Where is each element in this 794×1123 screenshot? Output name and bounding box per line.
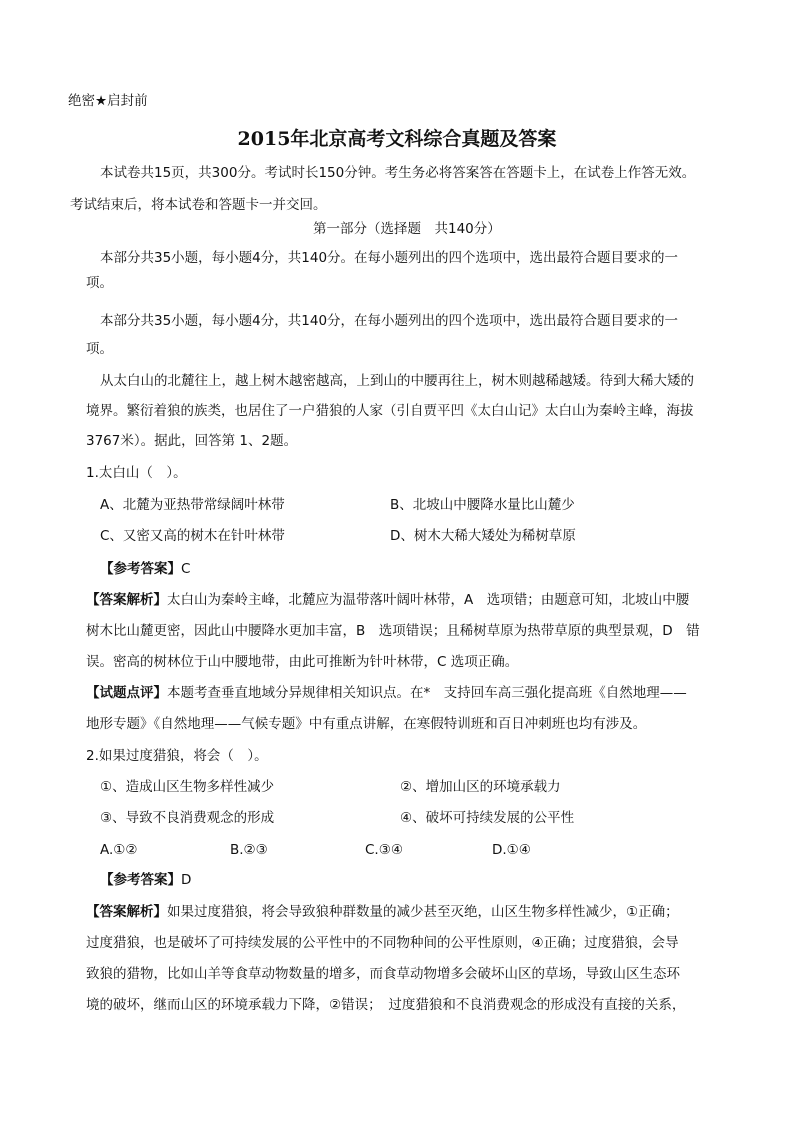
q2-analysis	[86, 902, 679, 922]
analysis-line: 树木比山麓更密，因此山中腰降水更加丰富，B 选项错误；且稀树草原为热带草原的典型景观，D 错	[86, 623, 700, 639]
q1-option-c: C、又密又高的树木在针叶林带	[100, 528, 285, 544]
comment-text: 本题考查垂直地域分异规律相关知识点。在* 支持回车高三强化提高班《自然地理——	[167, 685, 687, 701]
q2-statement-2: ②、增加山区的环境承载力	[400, 779, 561, 795]
analysis-line: 致狼的猎物，比如山羊等食草动物数量的增多，而食草动物增多会破坏山区的草场，导致山区生态环	[86, 966, 680, 982]
question-1-stem: 1.太白山（ ）。	[86, 465, 187, 481]
comment-label: 【试题点评】	[86, 685, 167, 701]
analysis-line: 境的破坏，继而山区的环境承载力下降，②错误； 过度猎狼和不良消费观念的形成没有直接的关系，	[86, 997, 686, 1013]
instruction-line: 本部分共35小题，每小题4分，共140分，在每小题列出的四个选项中，选出最符合题目要求的一	[100, 313, 679, 329]
instruction-line: 本部分共35小题，每小题4分，共140分。在每小题列出的四个选项中，选出最符合题目要求的一	[100, 250, 679, 266]
analysis-line: 过度猎狼，也是破坏了可持续发展的公平性中的不同物种间的公平性原则，④正确；过度猎狼，会导	[86, 935, 679, 951]
answer-value: D	[181, 872, 192, 888]
intro-line: 本试卷共15页，共300分。考试时长150分钟。考生务必将答案答在答题卡上，在试卷上作答无效。	[100, 165, 696, 181]
instruction-line: 项。	[86, 275, 113, 291]
comment-line: 地形专题》《自然地理——气候专题》中有重点讲解，在寒假特训班和百日冲刺班也均有涉及。	[86, 716, 647, 732]
analysis-label: 【答案解析】	[86, 592, 167, 608]
q2-answer	[100, 870, 191, 890]
q2-statement-1: ①、造成山区生物多样性减少	[100, 779, 275, 795]
instruction-line: 项。	[86, 341, 113, 357]
question-2-stem: 2.如果过度猎狼，将会（ ）。	[86, 748, 268, 764]
q2-option-a: A.①②	[100, 842, 138, 858]
q2-option-d: D.①④	[492, 842, 531, 858]
q1-answer	[100, 559, 190, 579]
q2-option-b: B.②③	[230, 842, 268, 858]
analysis-text: 太白山为秦岭主峰，北麓应为温带落叶阔叶林带，A 选项错；由题意可知，北坡山中腰	[167, 592, 690, 608]
answer-label: 【参考答案】	[100, 561, 181, 577]
page-title: 2015年北京高考文科综合真题及答案	[237, 128, 557, 150]
analysis-line: 误。密高的树林位于山中腰地带，由此可推断为针叶林带，C 选项正确。	[86, 654, 519, 670]
q1-analysis	[86, 590, 689, 610]
q2-option-c: C.③④	[365, 842, 403, 858]
intro-line: 考试结束后，将本试卷和答题卡一并交回。	[70, 197, 327, 213]
q2-statement-4: ④、破坏可持续发展的公平性	[400, 810, 575, 826]
q1-option-d: D、树木大稀大矮处为稀树草原	[390, 528, 576, 544]
secret-label: 绝密★启封前	[68, 93, 148, 109]
part-title: 第一部分（选择题 共140分）	[313, 221, 501, 237]
q1-option-b: B、北坡山中腰降水量比山麓少	[390, 497, 575, 513]
q1-option-a: A、北麓为亚热带常绿阔叶林带	[100, 497, 285, 513]
passage-line: 境界。繁衍着狼的族类，也居住了一户猎狼的人家（引自贾平凹《太白山记》太白山为秦岭主峰，海拔	[86, 403, 694, 419]
passage-line: 3767米）。据此，回答第 1、2题。	[86, 433, 298, 449]
answer-value: C	[181, 561, 191, 577]
answer-label: 【参考答案】	[100, 872, 181, 888]
passage-line: 从太白山的北麓往上，越上树木越密越高，上到山的中腰再往上，树木则越稀越矮。待到大稀大矮的	[100, 373, 694, 389]
analysis-label: 【答案解析】	[86, 904, 167, 920]
q1-comment	[86, 683, 687, 703]
q2-statement-3: ③、导致不良消费观念的形成	[100, 810, 275, 826]
analysis-text: 如果过度猎狼，将会导致狼种群数量的减少甚至灭绝，山区生物多样性减少，①正确；	[167, 904, 679, 920]
